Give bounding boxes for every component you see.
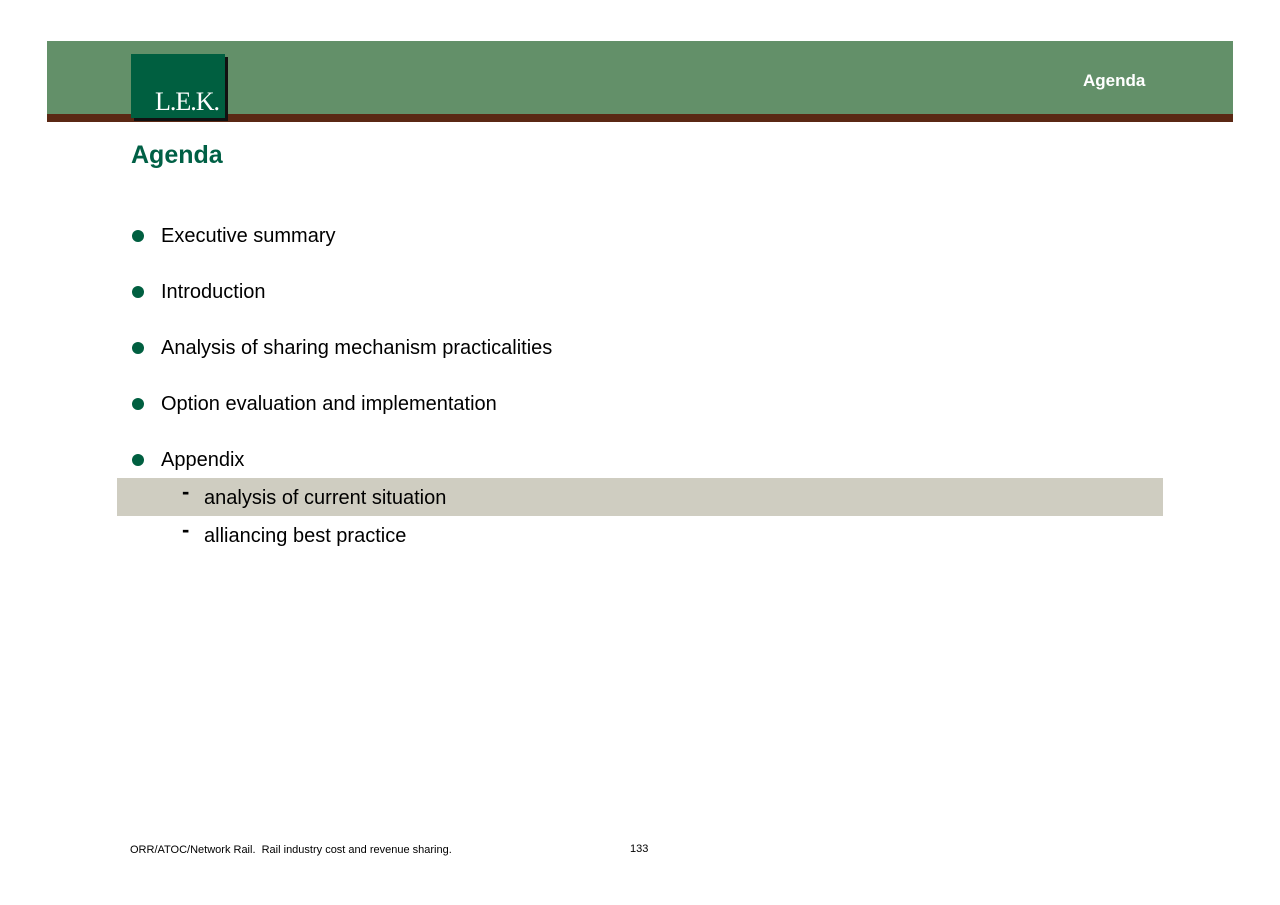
bullet-icon xyxy=(132,454,144,466)
agenda-item-label: Introduction xyxy=(161,281,266,303)
lek-logo xyxy=(131,54,225,118)
sub-item-label: alliancing best practice xyxy=(204,525,407,547)
agenda-item-analysis xyxy=(131,334,1031,362)
dash-icon: - xyxy=(182,517,190,542)
agenda-item-label: Option evaluation and implementation xyxy=(161,393,497,415)
page-number: 133 xyxy=(630,843,649,855)
page-title: Agenda xyxy=(131,141,223,169)
bullet-icon xyxy=(132,398,144,410)
header-section-title: Agenda xyxy=(1083,71,1146,90)
agenda-item-label: Executive summary xyxy=(161,225,336,247)
agenda-item-introduction xyxy=(131,278,1031,306)
agenda-item-executive-summary xyxy=(131,222,1031,250)
sub-item-label: analysis of current situation xyxy=(204,487,447,509)
bullet-icon xyxy=(132,230,144,242)
agenda-item-label: Analysis of sharing mechanism practicalities xyxy=(161,337,553,359)
agenda-item-label: Appendix xyxy=(161,449,245,471)
agenda-item-appendix xyxy=(131,446,1031,474)
logo-text: L.E.K. xyxy=(154,87,220,116)
bullet-icon xyxy=(132,342,144,354)
dash-icon: - xyxy=(182,479,190,504)
sub-item-alliancing-best-practice xyxy=(182,519,982,549)
bullet-icon xyxy=(132,286,144,298)
agenda-item-option-evaluation xyxy=(131,390,1031,418)
footer-source: ORR/ATOC/Network Rail. Rail industry cost and revenue sharing. xyxy=(130,844,452,856)
sub-item-analysis-current-situation xyxy=(182,481,982,511)
